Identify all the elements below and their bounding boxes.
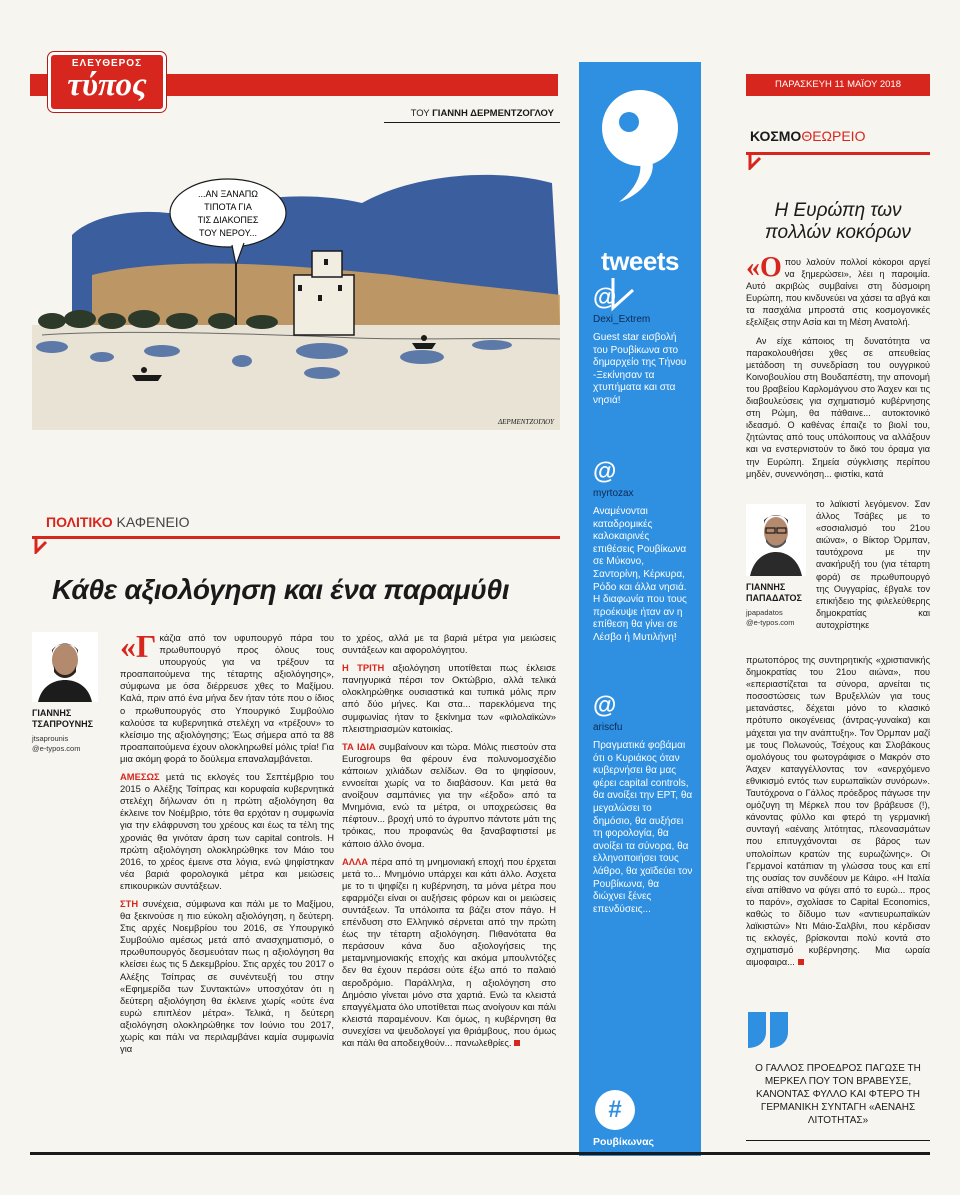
end-mark-icon xyxy=(514,1040,520,1046)
quote-icon xyxy=(746,1010,790,1050)
speech-line-4: ΤΟΥ ΝΕΡΟΥ... xyxy=(199,228,257,238)
section-label-gray: ΚΑΦΕΝΕΙΟ xyxy=(116,514,190,530)
tweet-handle: Dexi_Extrem xyxy=(593,314,651,325)
right-article-wrap xyxy=(816,498,930,637)
right-hook-icon xyxy=(746,152,776,170)
section-hook-icon xyxy=(32,536,62,554)
tweets-column xyxy=(579,62,701,1156)
right-article-top xyxy=(746,252,930,480)
article-headline: Κάθε αξιολόγηση και ένα παραμύθι xyxy=(52,574,510,605)
article-paragraph: «Γκάζια από τον υφυπουργό πάρα του πρωθυπουργό προς όλους τους υπουργούς για να τρέξουν τα προαπαιτούμενα της τέταρτης αξιολόγησης», σύμφωνα με όσα διέρρευσε χθες το Μαξίμου. Καλά, πριν από ένα μήνα δεν ήταν τότε που ο ίδιος ο πρωθυπουργός στο Υπουργικό Συμβούλιο καλούσε τα κυβερνητικά στελέχη να «τρέξουν» το κλείσιμο της αξιολόγησης; Έως σήμερα από τα 88 προαπαιτούμενα έχουν ολοκληρωθεί μόλις τρία! Για μια ακόμη φορά το δούλεμα επαναλαμβάνεται. xyxy=(120,628,334,764)
right-author-contact: jpapadatos @e-typos.com xyxy=(746,608,795,627)
tweet-text: Πραγματικά φοβάμαι ότι ο Κυριάκος όταν κυβερνήσει θα μας φέρει capital controls, θα ανοίξει την ΕΡΤ, θα μεγαλώσει το δημόσιο, θα αυξήσει τη φορολογία, θα ανοίξει τα σύνορα, θα ελληνοποιήσει τους λάθρο, θα χαϊδεύει τον Ρουβίκωνα, θα διώχνει ξένες επενδύσεις... xyxy=(593,740,693,915)
tweet-handle: ariscfu xyxy=(593,722,623,733)
article-paragraph: το λαϊκιστί λεγόμενον. Σαν άλλος Τσάβες με το «σοσιαλισμό του 21ου αιώνα», ο Βίκτορ Όρμπαν, ταυτόχρονα με την ανακήρυξή του (για τέταρτη φορά) σε πρωθυπουργό της Ουγγαρίας, έβγαλε τον επικήδειο της φιλελεύθερης δημοκρατίας και αυτοχρίστηκε xyxy=(816,499,930,630)
right-bottom-rule xyxy=(746,1140,930,1141)
author-photo xyxy=(32,632,98,702)
hashtag-subject: Ρουβίκωνας xyxy=(593,1136,654,1148)
byline-rule xyxy=(384,122,560,123)
article-paragraph: πρωτοπόρος της συντηρητικής «χριστιανικής δημοκρατίας του 21ου αιώνα», που «επεριαστίζεται τα σύνορα, αρνείται τις ποσοστώσεις των Βρυξελλών για τους μετανάστες, δέχεται μόνο το κλασικό πρότυπο οικογένειας (άντρας-γυναίκα) και μάχεται για την ανάπτυξη». Τον Όρμπαν μαζί με τους Πολωνούς, Τσέχους και Σλοβάκους ομολόγους του φωτογράφισε ο Μακρόν στο Άαχεν καταγγέλλοντας τον «ανερχόμενο εθνικισμό εντός των ευρωπαϊκών συνόρων». Ταυτόχρονα ο Γάλλος πρόεδρος πάγωσε την ομόζυγη τη Μέρκελ που τον βράβευσε (!), κάνοντας φύλλο και φτερό τη γερμανική συνταγή «αέναης λιτότητας, πλεονασμάτων που επιτυγχάνονται σε βάρος των υπολοίπων κρατών της ευρωζώνης». Οι Γερμανοί κατάπιαν τη γλώσσα τους και επί της ουσίας τον συνδέουν με Κάιρο. «Η Ιταλία είναι απίθανο να φύγει από το ευρώ... προς το παρόν», σχολίασε το Capital Economics, καθώς το δίδυμο των «αντιευρωπαϊκών λαϊκιστών» Ντι Μάιο-Σαλβίνι, που κέρδισαν τις εκλογές, βρίσκονται πολύ κοντά στο σχηματισμό κυβέρνησης. Μια ωραία αιμοφαιρα... xyxy=(746,655,930,968)
article-column-2 xyxy=(342,632,556,1055)
article-paragraph: ΣΤΗ συνέχεια, σύμφωνα και πάλι με το Μαξίμου, θα ξεκινούσε η πιο εύκολη αξιολόγηση, η δεύτερη. Στις αρχές Νοεμβρίου του 2016, σε Υπουργικό Συμβούλιο αμέσως μετά από ανασχηματισμό, ο πρωθυπουργός δεσμευόταν πως η αξιολόγηση θα κλείσει έως τις 5 Δεκεμβρίου. Στις αρχές του 2017 ο Αλέξης Τσίπρας σε συνέντευξή του στην «Εφημερίδα των Συντακτών» υποσχόταν ότι η δεύτερη αξιολόγηση θα έκλεινε χωρίς «ούτε ένα ευρώ επιπλέον μέτρα». Τελικά, η δεύτερη αξιολόγηση ολοκληρώθηκε τον Ιούνιο του 2017, χωρίς και πάλι να περιλαμβάνει καμία συμφωνία για xyxy=(120,897,334,1055)
article-paragraph: το χρέος, αλλά με τα βαριά μέτρα για μειώσεις συντάξεων και αφορολόγητου. xyxy=(342,632,556,656)
hashtag-icon: # xyxy=(595,1090,635,1130)
article-paragraph: Αν είχε κάποιος τη δυνατότητα να παρακολουθήσει χθες σε απευθείας μετάδοση τη συνεδρίαση του ουγγρικού Κοινοβουλίου στη Βουδαπέστη, την απονομή του βραβείου Καρλομάγνου στο Άαχεν και τις διαβουλεύσεις για σχηματισμό κυβέρνησης στη Ρώμη, θα πάθαινε... αυτοκτονικό ιδεασμό. Ο καθένας έπαιζε το βιολί του, ζητώντας από τους υπόλοιπους να αλλάξουν και να ενστερνιστούν το δικό του όραμα για την Ευρώπη. Σημεία σύγκλισης περίπου μηδέν, συνεννόηση... φιστίκι, κατά xyxy=(746,335,930,479)
author-contact: jtsaprounis @e-typos.com xyxy=(32,734,81,753)
right-section-label: ΚΟΣΜΟΘΕΩΡΕΙΟ xyxy=(750,128,866,144)
byline-name: ΓΙΑΝΝΗ ΔΕΡΜΕΝΤΖΟΓΛΟΥ xyxy=(432,108,554,119)
article-paragraph: ΤΑ ΙΔΙΑ συμβαίνουν και τώρα. Μόλις πιεστούν στα Eurogroups θα φέρουν ένα πολυνομοσχέδιο κάποιων χιλιάδων σελίδων. Θα το ψηφίσουν, εννοείται χωρίς να το διαβάσουν. Και μετά θα ανοίξουν σαμπάνιες για την «έξοδο» από τα Μνημόνια, ενώ τα μέτρα, οι υποχρεώσεις θα πέφτουν... βροχή υπό το άγρυπνο πάντοτε μάτι της τρόικας, που προφανώς θα ξαναβαφτιστεί με κάποιο άλλο όνομα. xyxy=(342,740,557,849)
byline-prefix: ΤΟΥ xyxy=(410,108,430,119)
logo-main-text: τύπος xyxy=(67,67,147,103)
right-article-bottom xyxy=(746,654,930,974)
article-paragraph: ΑΜΕΣΩΣ μετά τις εκλογές του Σεπτέμβριο του 2015 ο Αλέξης Τσίπρας και κορυφαία κυβερνητικά στελέχη δήλωναν ότι η πρώτη αξιολόγηση θα έκλεινε τον Νοέμβριο, τότε θα ερχόταν η συμφωνία για την ελάφρυνση του χρέους και έως τα τέλη της χρονιάς θα γινόταν άρση των capital controls. Η πρώτη αξιολόγηση ολοκληρώθηκε τον Μάιο του 2016, το χρέος έμεινε στα λόγια, ενώ ψηφίστηκαν νέα βαριά φορολογικά μέτρα και μειώσεις επικουρικών συντάξεων. xyxy=(120,771,334,891)
tweet-text: Αναμένονται καταδρομικές καλοκαιρινές επιθέσεις Ρουβίκωνα σε Μύκονο, Σαντορίνη, Κέρκυρα, Ρόδο και άλλα νησιά. Η διαφωνία που τους προέκυψε ήταν αν η επίθεση θα γίνει σε Λέσβο ή Μυτιλήνη! xyxy=(593,506,687,643)
right-author-photo xyxy=(746,504,806,576)
tweets-title: tweets xyxy=(601,246,679,276)
pull-quote: Ο ΓΑΛΛΟΣ ΠΡΟΕΔΡΟΣ ΠΑΓΩΣΕ ΤΗ ΜΕΡΚΕΛ ΠΟΥ ΤΟΝ ΒΡΑΒΕΥΣΕ, ΚΑΝΟΝΤΑΣ ΦΥΛΛΟ ΚΑΙ ΦΤΕΡΟ ΤΗ ΓΕΡΜΑΝΙΚΗ ΣΥΝΤΑΓΗ «ΑΕΝΑΗΣ ΛΙΤΟΤΗΤΑΣ» xyxy=(755,1063,921,1126)
article-paragraph: Η ΤΡΙΤΗ αξιολόγηση υποτίθεται πως έκλεισε πανηγυρικά πέρσι τον Οκτώβριο, αλλά τελικά ολοκληρώθηκε ουσιαστικά και τυπικά μόλις πριν από δύο μήνες. Και στα... παρεκλόμενα της συμφωνίας ήταν το ξεκίνημα των «φιλολαϊκών» πλειστηριασμών κατοικίας. xyxy=(342,662,556,734)
section-label-red: ΠΟΛΙΤΙΚΟ xyxy=(46,514,113,530)
tweet-bubble-icon xyxy=(599,86,681,206)
editorial-cartoon xyxy=(32,125,560,430)
at-icon: @ xyxy=(593,284,617,311)
at-icon: @ xyxy=(593,692,617,719)
speech-line-3: ΤΙΣ ΔΙΑΚΟΠΕΣ xyxy=(197,215,259,225)
article-paragraph: ΑΛΛΑ πέρα από τη μνημονιακή εποχή που έρχεται μετά το... Μνημόνιο υπάρχει και κάτι άλλο. Ασχετα με το τι ψηφίζει η κυβέρνηση, τα μόνα μέτρα που εφαρμόζει είναι οι αυξήσεις φόρων και οι μειώσεις συντάξεων. Τα υπόλοιπα τα βάζει στον πάγο. Η επένδυση στο Ελληνικό σέρνεται από την πρώτη έως την τέταρτη αξιολόγηση. Πιθανότατα θα περάσουν κάνα δυο αξιολογήσεις της μεταμνημονιακής εποχής και ακόμα μπουλντόζες δεν θα έχουν περάσει ούτε έξω από το παλαιό αεροδρόμιο. Παράλληλα, η αξιολόγηση στο Δημόσιο γίνεται μόνο στα χαρτιά. Ενώ τα κλειστά επαγγέλματα όλο υποτίθεται πως ανοίγουν και πάλι κλειστά παραμένουν. Και όμως, η κυβέρνηση θα συνεχίσει να ψευδολογεί για θριάμβους, που όμως και πάλι θα αποδειχθούν... πανωλεθρίες. xyxy=(342,855,556,1048)
logo-top-text: ΕΛΕΥΘΕΡΟΣ xyxy=(71,58,143,69)
article-paragraph: «Οπου λαλούν πολλοί κόκοροι αργεί να ξημερώσει», λέει η παροιμία. Αυτό ακριβώς συμβαίνει στη δύσμοιρη Ευρώπη, που κινδυνεύει να χάσει τα αβγά και τα πασχάλια μπροστά στις κοσμογονικές εξελίξεις στην Ασία και τη Μέση Ανατολή. xyxy=(746,252,930,328)
speech-line-1: ...ΑΝ ΞΑΝΑΠΩ xyxy=(197,189,259,199)
section-label xyxy=(46,514,190,530)
cartoon-byline xyxy=(384,108,554,119)
page-bottom-rule xyxy=(30,1152,930,1155)
cartoon-water xyxy=(32,325,560,430)
cartoon-signature: ΔΕΡΜΕΝΤΖΟΓΛΟΥ xyxy=(498,418,554,426)
issue-date: ΠΑΡΑΣΚΕΥΗ 11 ΜΑΪΟΥ 2018 xyxy=(746,74,930,96)
end-mark-icon xyxy=(798,959,804,965)
article-column-1 xyxy=(120,628,334,1061)
right-author-name: ΓΙΑΝΝΗΣ ΠΑΠΑΔΑΤΟΣ xyxy=(746,582,802,603)
tweet-text: Guest star εισβολή του Ρουβίκωνα στο δημαρχείο της Τήνου -Ξεκίνησαν τα χτυπήματα και στα νησιά! xyxy=(593,332,687,406)
newspaper-logo xyxy=(48,52,166,112)
section-rule xyxy=(32,536,560,539)
at-icon: @ xyxy=(593,458,617,485)
tweet-handle: myrtozax xyxy=(593,488,634,499)
right-article-title: Η Ευρώπη των πολλών κοκόρων xyxy=(765,200,911,243)
author-name: ΓΙΑΝΝΗΣ ΤΣΑΠΡΟΥΝΗΣ xyxy=(32,708,94,729)
speech-line-2: ΤΙΠΟΤΑ ΓΙΑ xyxy=(204,202,252,212)
